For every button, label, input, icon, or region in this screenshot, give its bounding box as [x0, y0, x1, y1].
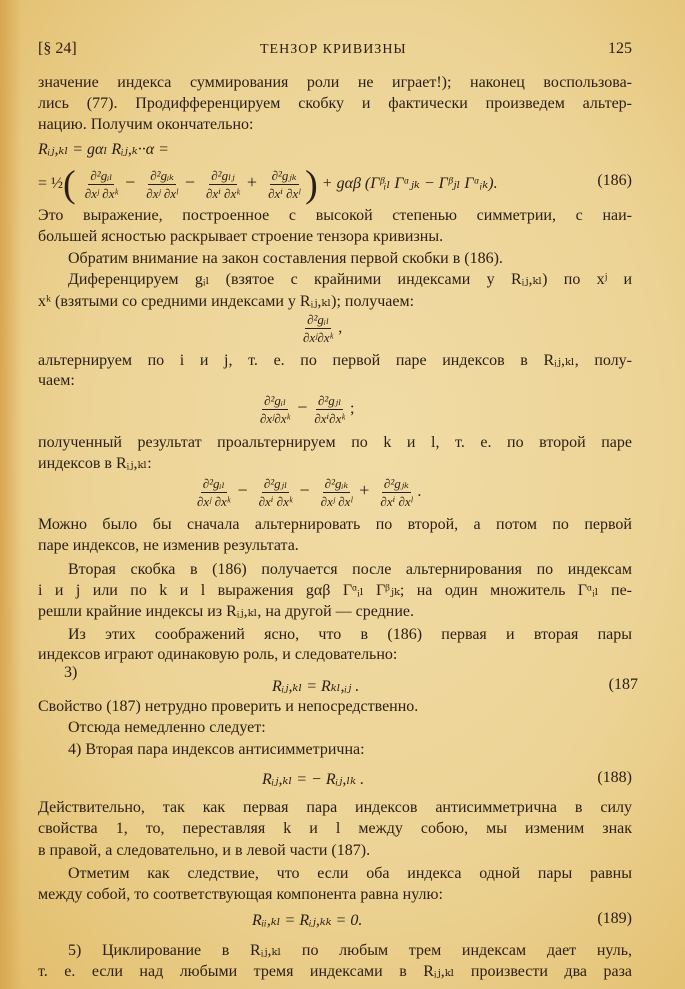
text-line: Действительно, так как первая пара индексов антисимметрична в силу — [38, 799, 632, 816]
equation-189: Rᵢᵢ,ₖₗ = Rᵢⱼ,ₖₖ = 0. — [252, 912, 363, 929]
text-line: Можно было бы сначала альтернировать по второй, а потом по первой — [38, 516, 632, 533]
equation-number: (189) — [597, 910, 632, 927]
math-operator: − — [297, 397, 308, 418]
math-operator: + — [359, 480, 370, 501]
text-line: 4) Вторая пара индексов антисимметрична: — [68, 741, 365, 758]
text-line: Отсюда немедленно следует: — [68, 719, 266, 736]
denominator: ∂xⁱ ∂xˡ — [380, 494, 413, 509]
math-operator: − — [237, 480, 248, 501]
text-line: большей ясностью раскрывает строение тензора кривизны. — [38, 228, 444, 245]
numerator: ∂²gₗⱼ — [211, 168, 235, 183]
equation-186 — [38, 163, 498, 206]
equation-number: (188) — [597, 769, 632, 786]
text-line: Диференцируем gᵢₗ (взятое с крайними индексами у Rᵢⱼ,ₖₗ) по xʲ и — [68, 271, 632, 288]
text-line: лись (77). Продифференцируем скобку и фактически произведем альтер- — [38, 95, 632, 112]
fraction-display-1: $\frac{\text{∂²gᵢₗ}}{\text{∂xʲ∂xᵏ}}$ , — [303, 312, 343, 345]
numerator: ∂²gⱼₗ — [263, 476, 288, 491]
fraction — [83, 168, 120, 201]
denominator: ∂xⁱ ∂xᵏ — [258, 494, 293, 509]
fraction — [266, 168, 302, 201]
eq-prefix: = ½ — [38, 175, 64, 193]
denominator: ∂xⁱ ∂xˡ — [268, 186, 301, 201]
denominator: ∂xʲ ∂xˡ — [146, 186, 178, 201]
text-line: индексов играют одинаковую роль, и следовательно: — [38, 646, 398, 663]
text-line: Из этих соображений ясно, что в (186) первая и вторая пары — [68, 626, 632, 643]
math-operator: − — [125, 172, 136, 193]
fraction — [319, 476, 355, 509]
text-line: решли крайние индексы из Rᵢⱼ,ₖₗ, на другой — средние. — [38, 603, 415, 620]
fraction — [195, 476, 232, 509]
text-line: i и j или по k и l выражения gαβ Γᵅᵢₗ Γᵝⱼₖ; на один множитель Γᵅᵢₗ пе- — [38, 582, 632, 599]
section-number: [§ 24] — [38, 40, 77, 57]
fraction — [258, 393, 292, 426]
running-title: ТЕНЗОР КРИВИЗНЫ — [260, 42, 407, 57]
text-line: Свойство (187) нетрудно проверить и непосредственно. — [38, 698, 419, 715]
text-line: в правой, а следовательно, и в левой части (187). — [38, 842, 371, 859]
equation-186-line1: Rᵢⱼ,ₖₗ = gαₗ Rᵢⱼ,ₖ··α = — [38, 141, 169, 158]
text-line: полученный результат проальтернируем по k и l, т. е. по второй паре — [38, 434, 632, 451]
numerator: ∂²gᵢₖ — [150, 168, 174, 183]
text-line: Это выражение, построенное с высокой степенью симметрии, с наи- — [38, 207, 632, 224]
numerator: ∂²gᵢₗ — [264, 393, 287, 408]
fraction — [257, 476, 295, 509]
text-line: xᵏ (взятыми со средними индексами у Rᵢⱼ,ₖₗ); получаем: — [38, 293, 415, 310]
fraction — [312, 393, 347, 426]
text-line: альтернируем по i и j, т. е. по первой паре индексов в Rᵢⱼ,ₖₗ, полу- — [38, 352, 632, 369]
text-line: чаем: — [38, 372, 75, 389]
math-operator: − — [299, 480, 310, 501]
fraction-display-2: $\frac{\text{∂²gᵢₗ}}{\text{∂xʲ∂xᵏ}}$ − $\frac{\text{∂²gⱼₗ}}{\text{∂xⁱ∂xᵏ}}$ ; — [260, 393, 355, 426]
equation-187: Rᵢⱼ,ₖₗ = Rₖₗ,ᵢⱼ . — [272, 678, 360, 695]
denominator: ∂xⁱ ∂xᵏ — [206, 186, 240, 201]
text-line: Отметим как следствие, что если оба индекса одной пары равны — [68, 865, 632, 882]
fraction-display-4: $\frac{\text{∂²gᵢₗ}}{\text{∂xʲ ∂xᵏ}}$ − $\frac{\text{∂²gⱼₗ}}{\text{∂xⁱ ∂xᵏ}}$ − $\frac{\text{∂²gᵢₖ}}{\text{∂xʲ ∂xˡ}}$ + $\frac{\text{∂²gⱼₖ}}{\text{∂xⁱ ∂xˡ}}$ . — [197, 476, 422, 509]
equation-number: (186) — [597, 172, 632, 189]
eq-tail: + gαβ (Γᵝᵢₗ Γᵅⱼₖ − Γᵝⱼₗ Γᵅᵢₖ). — [321, 175, 498, 193]
page-shadow — [0, 0, 22, 989]
equation-number: (187 — [608, 676, 638, 693]
numerator: ∂²gⱼₖ — [271, 168, 297, 183]
fraction — [301, 312, 335, 345]
text-line: значение индекса суммирования роли не играет!); наконец воспользова- — [38, 74, 632, 91]
item-label: 3) — [64, 664, 78, 681]
numerator: ∂²gᵢₖ — [324, 476, 349, 491]
numerator: ∂²gᵢₗ — [307, 312, 330, 327]
text-line: Обратим внимание на закон составления первой скобки в (186). — [68, 250, 503, 267]
denominator: ∂xʲ ∂xˡ — [320, 494, 353, 509]
page-number: 125 — [608, 40, 632, 57]
text-line: нацию. Получим окончательно: — [38, 116, 254, 133]
text-line: Вторая скобка в (186) получается после альтернирования по индексам — [68, 561, 632, 578]
fraction — [144, 168, 180, 201]
denominator: ∂xʲ∂xᵏ — [260, 411, 291, 426]
numerator: ∂²gⱼₗ — [317, 393, 342, 408]
paren-close: ) — [305, 163, 318, 206]
numerator: ∂²gᵢₗ — [90, 168, 113, 183]
denominator: ∂xʲ∂xᵏ — [303, 330, 334, 345]
text-line: 5) Циклирование в Rᵢⱼ,ₖₗ по любым трем индексам дает нуль, — [68, 942, 632, 959]
math-operator: − — [184, 172, 195, 193]
text-line: индексов в Rᵢⱼ,ₖₗ: — [38, 455, 152, 472]
fraction — [378, 476, 414, 509]
denominator: ∂xⁱ∂xᵏ — [314, 411, 346, 426]
denominator: ∂xʲ ∂xᵏ — [197, 494, 231, 509]
text-line: свойства 1, то, переставляя k и l между собою, мы изменим знак — [38, 820, 632, 837]
text-line: между собой, то соответствующая компонента равна нулю: — [38, 886, 443, 903]
paren-open: ( — [63, 163, 76, 206]
denominator: ∂xʲ ∂xᵏ — [84, 186, 119, 201]
math-operator: + — [246, 172, 258, 193]
text-line: т. е. если над любыми тремя индексами в Rᵢⱼ,ₖₗ произвести два раза — [38, 963, 632, 980]
fraction — [204, 168, 242, 201]
text-line: паре индексов, не изменив результата. — [38, 537, 299, 554]
numerator: ∂²gᵢₗ — [202, 476, 225, 491]
equation-188: Rᵢⱼ,ₖₗ = − Rᵢⱼ,ₗₖ . — [262, 771, 365, 788]
numerator: ∂²gⱼₖ — [383, 476, 409, 491]
